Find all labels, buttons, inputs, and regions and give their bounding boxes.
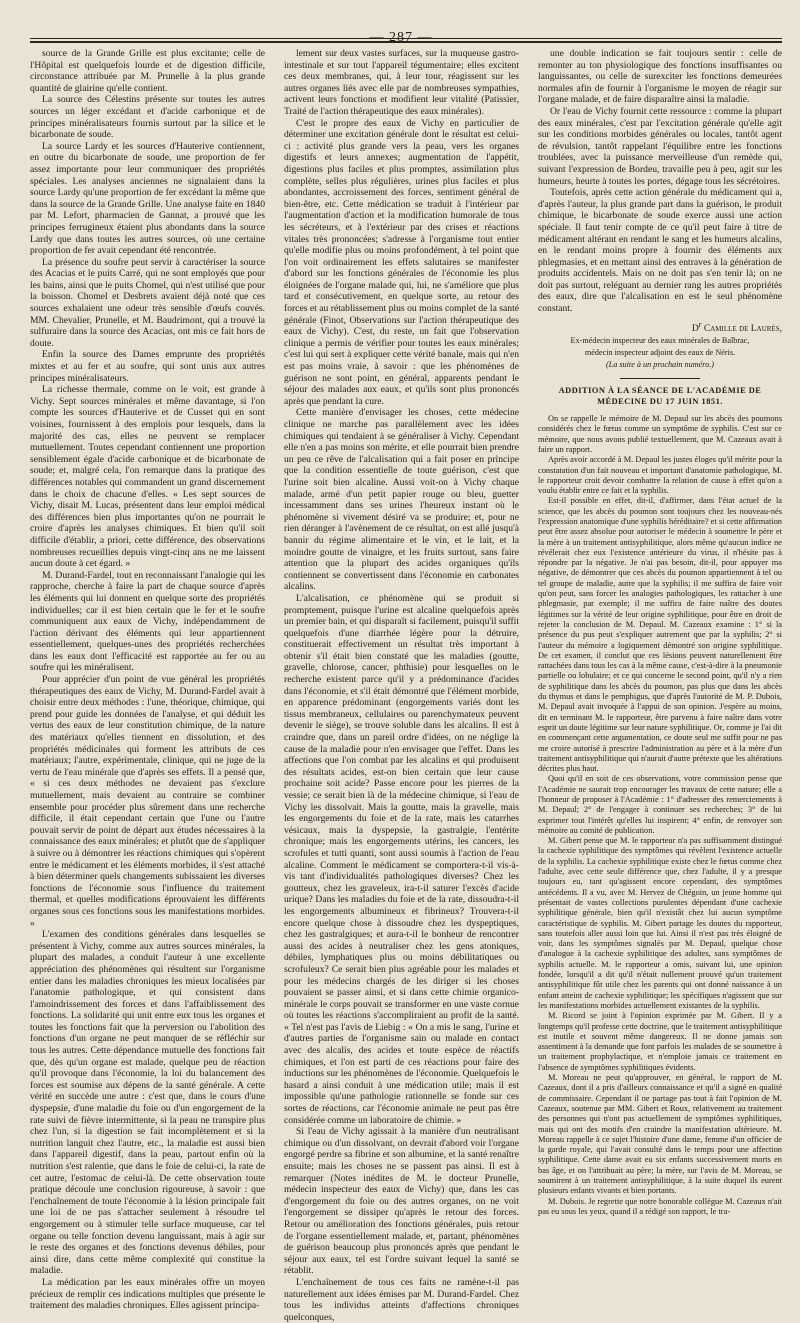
column-right [538, 48, 782, 1216]
paragraph: Pour apprécier d'un point de vue général les propriétés thérapeutiques des eaux de Vichy, M. Durand-Fardel avait à choisir entre deux méthodes : l'une, théorique, chimique, qui prend pour guide les données de l'analyse, et qui déduit les vertus des eaux de leur constitution chimique, de la nature des matériaux qu'elles tiennent en dissolution, et des propriétés médicinales qui forment les attributs de ces matériaux; l'autre, expérimentale, clinique, qui ne juge de la vertu de l'eau minérale que d'après ses effets. Il a pensé que, « si ces deux méthodes ne devaient pas s'exclure mutuellement, mais devaient au contraire se combiner ensemble pour procéder plus sûrement dans une recherche difficile, il était cependant certain que l'une ou l'autre pouvait servir de point de départ aux études nécessaires à la connaissance des eaux minérales; et plutôt que de s'appliquer à suivre ou à démontrer les réactions chimiques qui s'opèrent entre le médicament et les éléments morbides, il s'est attaché à bien déterminer quels changements subissaient les diverses fonctions de l'économie sous l'influence du traitement thermal, et quelles modifications éprouvaient les différents organes sous ces fonctions sous les manifestations morbides. » [30, 674, 265, 929]
paragraph: Cette manière d'envisager les choses, cette médecine clinique ne marche pas parallèlement avec les idées chimiques qui tendaient à se généraliser à Vichy. Cependant elle n'en a pas moins son mérite, et elle pourrait bien prendre un peu ce rêve de l'alcalisation qui a fait poser en principe que la condition essentielle de toute guérison, c'est que l'urine soit bien alcaline. Aussi voit-on à Vichy chaque malade, armé d'un petit papier rouge ou bleu, guetter incessamment dans ses urines l'heureux instant où le phénomène si vivement désiré va se produire; et, pour ne rien déranger à l'avènement de ce résultat, on est allé jusqu'à bannir du régime alimentaire et le vin, et le lait, et la moindre goutte de vinaigre, et les fruits surtout, sans faire attention que la plupart des acides organiques qu'ils contiennent se convertissent dans l'économie en carbonates alcalins. [284, 407, 519, 593]
paragraph: On se rappelle le mémoire de M. Depaul sur les abcès des poumons considérés chez le fœtus comme un symptôme de syphilis. C'est sur ce mémoire, que nous avons publié textuellement, que M. Cazeaux avait à faire un rapport. [538, 414, 782, 454]
paragraph: La présence du soufre peut servir à caractériser la source des Acacias et le puits Carré, qui ne sont employés que pour les bains, ainsi que le puits Chomel, qui n'est utilisé que pour la boisson. Chomel et Desbrets avaient déjà noté que ces sources exhalaient une odeur très sensible d'œufs couvés. MM. Chevalier, Prunelle, et M. Baudrimont, qui a trouvé la sulfuraire dans la source des Acacias, ont mis ce fait hors de doute. [30, 256, 265, 349]
paragraph: La source des Célestins présente sur toutes les autres sources un léger excédant et d'acide carbonique et de principes minéralisateurs fournis surtout par la silice et le bicarbonate de soude. [30, 94, 265, 141]
paragraph: M. Ricord se joint à l'opinion exprimée par M. Gibert. Il y a longtemps qu'il professe cette doctrine, que le traitement antisyphilitique est inutile et souvent même dangereux. Il ne donne jamais son assentiment à la demande que font parfois les malades de se soumettre à un traitement prophylactique, et n'emploie jamais ce traitement en l'absence de symptômes syphilitiques évidents. [538, 1011, 782, 1072]
author-credit-2: médecin inspecteur adjoint des eaux de Néris. [584, 348, 736, 358]
paragraph: Si l'eau de Vichy agissait à la manière d'un neutralisant chimique ou d'un dissolvant, on devrait d'abord voir l'organe engorgé perdre sa fibrine et son albumine, et la santé renaître ensuite; mais les choses ne se passent pas ainsi. Il est à remarquer (Notes inédites de M. le docteur Prunelle, médecin inspecteur des eaux de Vichy) que, dans les cas d'engorgement du foie ou des autres organes, on ne voit l'engorgement se dissiper qu'après le retour des forces. Retour ou amélioration des fonctions générales, puis retour de l'organe essentiellement malade, et, partant, phénomènes de guérison beaucoup plus prononcés après que pendant le séjour aux eaux, tel est l'ordre suivant lequel la santé se rétablit. [284, 1126, 519, 1277]
signature-prefix: D [691, 322, 699, 334]
academy-report [538, 414, 782, 1217]
header-rule [30, 38, 782, 39]
paragraph: M. Gibert pense que M. le rapporteur n'a pas suffisamment distingué la cachexie syphilitique des symptômes qui révèlent l'existence actuelle de la syphilis. La cachexie syphilitique existe chez le fœtus comme chez l'adulte, avec cette seule différence que, chez l'adulte, il y a presque toujours eu, tant qu'agissent encore cependant, des symptômes antécédents. Il a vu, avec M. Hervez de Chégoin, un jeune homme qui présentait de vastes collections purulentes dépendant d'une cachexie syphilitique générale, bien qu'il n'existât chez lui aucun symptôme caractéristique de syphilis. M. Gibert partage les doutes du rapporteur, sans toutefois aller aussi loin que lui. Ainsi il n'est pas très éloigné de voir, dans les symptômes signalés par M. Depaul, quelque chose d'analogue à la cachexie syphilitique des adultes, sans symptômes de syphilis actuelle. M. le rapporteur a omis, suivant lui, une opinion fondée, lorsqu'il a dit qu'il n'était nullement prouvé qu'un traitement antisyphilitique fût utile chez les parents qui ont donné naissance à un enfant atteint de cachexie syphilitique; les spécifiques n'agissent que sur les manifestations morbides actuellement existantes de la syphilis. [538, 836, 782, 1010]
paragraph: Toutefois, après cette action générale du médicament qui a, d'après l'auteur, la plus grande part dans la guérison, le produit chimique, le bicarbonate de soude exerce aussi une action spéciale. Il faut tenir compte de ce qu'il peut faire à titre de médicament altérant en rendant le sang et les humeurs alcalins, en le rendant moins propre à fournir des éléments aux phlegmasies, et en mettant ainsi des entraves à la génération de produits accidentels. Mais on ne doit pas s'en tenir là; on ne doit pas surtout, reléguant au dernier rang les autres propriétés des eaux, dire que l'alcalisation en est le seul phénomène constant. [538, 187, 782, 315]
paragraph: Or l'eau de Vichy fournit cette ressource : comme la plupart des eaux minérales, c'est par l'excitation générale qu'elle agit sur les conditions morbides générales ou locales, tantôt agent de révulsion, tantôt rappelant l'équilibre entre les fonctions troublées, avec la puissance merveilleuse d'un remède qui, suivant l'expression de Bordeu, travaille peu à peu, agit sur les humeurs, heurte à toutes les portes, dégage tous les sécrétoires. [538, 105, 782, 187]
header-rule-thick [30, 41, 782, 43]
paragraph: Est-il possible en effet, dit-il, d'affirmer, dans l'état actuel de la science, que les abcès du poumon sont toujours chez les nouveau-nés l'expression anatomique d'une syphilis héréditaire? et si cette affirmation peut être assez absolue pour autoriser le médecin à soumettre le père et la mère à un traitement antisyphilitique, alors même qu'aucun indice ne révélerait chez eux l'existence antérieure du virus, il n'hésite pas à répondre par la négative. Je n'ai pas besoin, dit-il, pour appuyer ma négative, de démontrer que ces abcès du poumon appartiennent à tel ou tel groupe de maladie, autre que la syphilis; il me suffira de faire voir qu'on peut, sans forcer les analogies pathologiques, les rattacher à une phlegmasie, par exemple; il me suffira de faire naître des doutes légitimes sur la vérité de leur origine syphilitique, pour être en droit de rejeter la conclusion de M. Depaul. M. Cazeaux examine : 1° si la présence du pus peut s'expliquer autrement que par la syphilis; 2° si l'auteur du mémoire a logiquement démontré son origine syphilitique. De cet examen, il conclut que ces lésions peuvent naturellement être rattachées dans tous les cas à la même cause, c'est-à-dire à la pneumonie partielle ou lobulaire; et ce qui concerne le second point, qu'il n'y a rien de syphilitique dans les abcès du poumon, pas plus que dans les abcès du thymus et dans le pemphigus, que d'après l'autorité de M. P. Dubois, M. Depaul avait invoquée à l'appui de son opinion. J'espère au moins, dit en terminant M. le rapporteur, être parvenu à faire naître dans votre esprit un doute légitime sur leur nature syphilitique. Or, comme je l'ai dit en commençant cette argumentation, ce doute seul me suffit pour ne pas me croire autorisé à prescrire l'administration au père et à la mère d'un traitement antisyphilitique qui n'aurait d'autre prétexte que les altérations décrites plus haut. [538, 496, 782, 774]
continued-note: (La suite à un prochain numéro.) [605, 360, 715, 370]
section-title: ADDITION À LA SÉANCE DE L'ACADÉMIE DE MÉDECINE DU 17 JUIN 1851. [558, 385, 762, 407]
paragraph: M. Dubois. Je regrette que notre honorable collègue M. Cazeaux n'ait pas eu sous les yeux, quand il a rédigé son rapport, le tra- [538, 1196, 782, 1216]
paragraph: Après avoir accordé à M. Depaul les justes éloges qu'il mérite pour la constatation d'un fait nouveau et important d'anatomie pathologique, M. le rapporteur croit devoir combattre la relation de cause à effet qu'on a voulu établir entre ce fait et la syphilis. [538, 455, 782, 496]
author-credit-1: Ex-médecin inspecteur des eaux minérales de Balbrac, [570, 336, 750, 346]
paragraph: M. Moreau ne peut qu'approuver, en général, le rapport de M. Cazeaux, dont il a pris d'ailleurs connaissance et qu'il a signé en qualité de commissaire. Cependant il ne partage pas tout à fait l'opinion de M. Cazeaux, soutenue par MM. Gibert et Roux, relativement au traitement des personnes qui n'ont pas actuellement de symptômes syphilitiques, mais qui ont des motifs d'en craindre la manifestation ultérieure. M. Moreau rappelle à ce sujet l'histoire d'une dame, femme d'un officier de la garde royale, qui l'avait consulté dans le temps pour une affection syphilitique. Cette dame avait eu six enfants successivement morts en bas âge, et on l'attribuait au père; la mère, sur l'avis de M. Moreau, se soumirent à un traitement antisyphilitique, à la suite duquel ils eurent plusieurs enfants vivants et bien portants. [538, 1073, 782, 1196]
paragraph: La source Lardy et les sources d'Hauterive contiennent, en outre du bicarbonate de soude, une proportion de fer assez importante pour leur communiquer des propriétés spéciales. Les analyses anciennes ne signalaient dans la source Lardy qu'une proportion de fer excédant la même que dans la source de la Grande Grille. Une analyse faite en 1840 par M. Lefort, pharmacien de Gannat, a prouvé que les principes ferrugineux étaient plus abondants dans la source Lardy que dans toutes les autres sources, où une certaine proportion de fer avait cependant été rencontrée. [30, 140, 265, 257]
page-number: — 287 — [369, 30, 433, 45]
paragraph: L'enchaînement de tous ces faits ne ramène-t-il pas naturellement aux idées émises par M. Durand-Fardel. Chez tous les individus atteints d'affections chroniques quelconques, [284, 1276, 519, 1323]
signature-name: Camille de Laurès, [703, 322, 782, 334]
column-left [30, 48, 265, 1312]
paragraph: La richesse thermale, comme on le voit, est grande à Vichy. Sept sources minérales et même davantage, si l'on compte les sources d'Hauterive et de Cusset qui en sont voisines, fournissent à des emplois pour lesquels, dans la majorité des cas, elles ne peuvent se remplacer mutuellement. Toutes cependant contiennent une proportion sensiblement égale d'acide carbonique et de bicarbonate de soude; et, malgré cela, l'on remarque dans la pratique des différences notables qui commandent un grand discernement dans le choix de chacune d'elles. « Les sept sources de Vichy, disait M. Lucas, présentent dans leur emploi médical des différences bien plus importantes qu'on ne pourrait le croire d'après les analyses chimiques. Et bien qu'il soit difficile d'établir, a priori, cette différence, des observations nombreuses recueillies depuis vingt-cinq ans ne me laissent aucun doute à cet égard. » [30, 384, 265, 570]
paragraph: lement sur deux vastes surfaces, sur la muqueuse gastro-intestinale et sur tout l'appareil tégumentaire; elles excitent ces deux membranes, qui, à leur tour, réagissent sur les autres organes liés avec elle par de nombreuses sympathies, activent leurs fonctions et modifient leur vitalité (Patissier, Traité de l'action thérapeutique des eaux minérales). [284, 48, 519, 117]
paragraph: une double indication se fait toujours sentir : celle de remonter au ton physiologique des fonctions insuffisantes ou languissantes, ou celle de surexciter les fonctions demeurées normales afin de fournir à l'organisme le moyen de réagir sur l'organe malade, et de faire disparaître ainsi la maladie. [538, 48, 782, 106]
paragraph: Enfin la source des Dames emprunte des propriétés mixtes et au fer et au soufre, qui sont unis aux autres principes minéralisateurs. [30, 349, 265, 384]
author-signature: $D^r$ Camille de Laurès, [691, 319, 782, 334]
paragraph: Quoi qu'il en soit de ces observations, votre commission pense que l'Académie ne saurait trop encourager les travaux de cette nature; elle a l'honneur de proposer à l'Académie : 1° d'adresser des remerciements à M. Depaul; 2° de l'engager à continuer ses recherches; 3° de lui exprimer tout l'intérêt qu'elles lui inspirent; 4° enfin, de renvoyer son mémoire au comité de publication. [538, 774, 782, 835]
paragraph: L'examen des conditions générales dans lesquelles se présentent à Vichy, comme aux autres sources minérales, la plupart des malades, a conduit l'auteur à une excellente appréciation des phénomènes qui résultent sur l'organisme entier dans les maladies chroniques les mieux localisées par l'anatomie pathologique, et qui consistent dans l'amoindrissement des forces et dans l'affaiblissement des fonctions. La solidarité qui unit entre eux tous les organes et toutes les fonctions fait que la perversion ou l'abolition des fonctions d'un organe ne peut manquer de se réfléchir sur tous les autres. Cette dépendance mutuelle des fonctions fait que, dès qu'un organe est malade, quelque peu de réaction qu'il provoque dans l'économie, la loi du balancement des forces est soumise aux dépens de la santé générale. A cette vérité en succède une autre : c'est que, dans le cours d'une dyspepsie, d'une maladie du foie ou d'un engorgement de la rate suivi de fièvre intermittente, si la peau ne transpire plus chez l'un, si la digestion se fait incomplètement et si la nutrition languit chez l'autre, etc., la maladie est aussi bien dans l'appareil digestif, dans la peau, partout enfin où la nutrition s'est ralentie, que dans le foie de celui-ci, la rate de cet autre, l'estomac de celui-là. De cette observation toute pratique découle une conclusion rigoureuse, à savoir : que l'enchaînement de toute l'économie à la lésion principale fait une loi de ne pas s'attacher seulement à résoudre tel engorgement ou à stimuler telle surface muqueuse, car tel organe ou telle fonction devenu languissant, mais à agir sur le reste des organes et des fonctions devenus débiles, pour ainsi dire, dans cette même complexité qui constitue la maladie. [30, 929, 265, 1277]
paragraph: La médication par les eaux minérales offre un moyen précieux de remplir ces indications multiples que présente le traitement des maladies chroniques. Elles agissent principa- [30, 1276, 265, 1312]
section-divider [620, 378, 700, 379]
paragraph: C'est le propre des eaux de Vichy en particulier de déterminer une excitation générale dont le résultat est celui-ci : activité plus grande vers la peau, vers les organes digestifs et leurs annexes; augmentation de l'appétit, digestions plus faciles et plus promptes, assimilation plus complète, selles plus régulières, urines plus faciles et plus abondantes, accroissement des forces, sentiment général de bien-être, etc. Cette médication se traduit à l'intérieur par l'augmentation d'action et la modification humorale de tous les sécréteurs, et à l'extérieur par des crises et réactions vitales très prononcées; s'adresse à l'organisme tout entier qu'elle modifie plus ou moins profondément, à tel point que l'on voit ordinairement les effets salutaires se manifester d'abord sur les fonctions générales de l'économie les plus éloignées de l'organe malade qui, lui, ne s'améliore que plus tard et consécutivement, en quelque sorte, au retour des forces et au rétablissement plus ou moins complet de la santé générale (Finot, Observations sur l'action thérapeutique des eaux de Vichy). C'est, du reste, un fait que l'observation clinique a permis de vérifier pour toutes les eaux minérales; c'est lui qui sert à expliquer cette vérité banale, mais qui n'en est pas moins vraie, à savoir : que les phénomènes de guérison ne sont point, en général, apparents pendant le séjour des malades aux eaux, et qu'ils sont plus prononcés après que pendant la cure. [284, 117, 519, 407]
paragraph: L'alcalisation, ce phénomène qui se produit si promptement, puisque l'urine est alcaline quelquefois après un premier bain, et qui disparaît si facilement, puisqu'il suffit quelquefois d'une diarrhée légère pour la détruire, constituerait effectivement un résultat très important à obtenir s'il était bien constaté que les maladies (goutte, gravelle, chlorose, cancer, phthisie) pour lesquelles on le recherche existent parce qu'il y a prédominance d'acides dans l'économie, et s'il était démontré que l'élément morbide, en apparence prédominant (engorgements variés dont les tissus membraneux, cellulaires ou parenchymateux peuvent devenir le siège), se trouve soluble dans les alcalins. Il est à craindre que, dans un pareil ordre d'idées, on ne néglige la cause de la maladie pour n'en envisager que l'effet. Dans les affections que l'on combat par les alcalins et qui produisent des résultats acides, est-on bien certain que leur cause prochaine soit acide? Passe encore pour les pierres de la vessie; ce serait bien là de la médecine chimique, si l'eau de Vichy les dissolvait. Mais la goutte, mais la gravelle, mais les engorgements du foie et de la rate, mais les catarrhes vésicaux, mais la dyspepsie, la gastralgie, l'entérite chronique; mais les engorgements utérins, les cancers, les scrofules et tutti quanti, sont aussi soumis à l'action de l'eau alcaline. Comment le médicament se comportera-t-il vis-à-vis tant d'individualités pathologiques diverses? Chez les goutteux, chez les graveleux, ira-t-il saturer l'excès d'acide urique? Dans les maladies du foie et de la rate, dissoudra-t-il les engorgements albumineux et fibrineux? Trouvera-t-il encore quelque chose à dissoudre chez les dyspeptiques, chez les gastralgiques; et aura-t-il le bonheur de rencontrer aussi des acides à neutraliser chez les gens atoniques, débiles, lymphatiques plus ou moins débilitatiques ou scrofuleux? Ce serait bien plus agréable pour les malades et pour les médecins chargés de les diriger si les choses pouvaient se passer ainsi, et si dans cette chimie organico-minérale le corps pouvait se transformer en une vaste cornue où toutes les réactions s'accompliraient au profit de la santé. « Tel n'est pas l'avis de Liebig : « On a mis le sang, l'urine et d'autres parties de l'organisme sain ou malade en contact avec des alcalis, des acides et toute espèce de réactifs chimiques, et l'on est parti de ces réactions pour faire des inductions sur les phénomènes de l'économie. Quelquefois le hasard a ainsi conduit à une médication utile; mais il est impossible qu'une pathologie rationnelle se fonde sur ces sortes de réactions, car l'économie animale ne peut pas être considérée comme un laboratoire de chimie. » [284, 592, 519, 1126]
paragraph: M. Durand-Fardel, tout en reconnaissant l'analogie qui les rapproche, cherche à faire la part de chaque source d'après les éléments qui lui donnent en quelque sorte des propriétés individuelles; car il est bien certain que le fer et le soufre communiquent aux eaux de Vichy, indépendamment de l'action dérivant des éléments qui leur appartiennent essentiellement, quelques-unes des propriétés recherchées dans les eaux dont l'efficacité est rapportée au fer ou au soufre qui les minéralisent. [30, 569, 265, 674]
column-middle [284, 48, 519, 1323]
paragraph: source de la Grande Grille est plus excitante; celle de l'Hôpital est quelquefois lourde et de digestion difficile, circonstance attribuée par M. Prunelle à la plus grande quantité de glairine qu'elle contient. [30, 48, 265, 94]
